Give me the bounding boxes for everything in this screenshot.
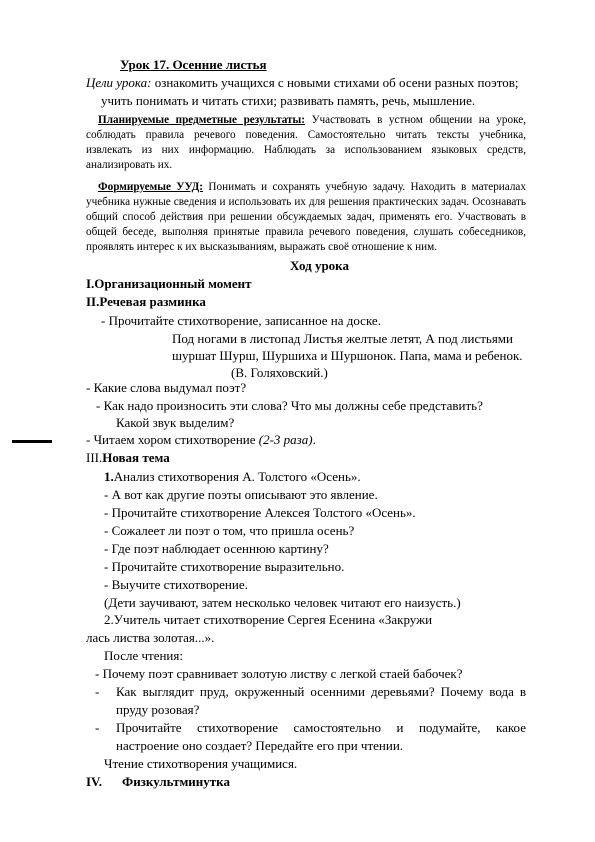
- section-physical-num: IV.: [86, 774, 103, 789]
- question-mood-line-1: Прочитайте стихотворение самостоятельно и подумайте, какое: [116, 720, 526, 735]
- bullet-other-poets: - А вот как другие поэты описывают это явление.: [104, 487, 378, 502]
- uud-line-4: общей беседе, выполняя принятые правила речевого поведения, слушать собеседников,: [86, 226, 526, 238]
- question-pronounce: - Как надо произносить эти слова? Что мы должны себе представить?: [96, 398, 483, 413]
- question-pond-line-1: Как выглядит пруд, окруженный осенними деревьями? Почему вода в: [116, 684, 526, 699]
- lesson-title: Урок 17. Осенние листья: [120, 57, 267, 72]
- after-reading: После чтения:: [104, 648, 183, 663]
- new-topic-item-1: [104, 469, 361, 485]
- poem-line-2: шуршат Шурш, Шуршиха и Шуршонок. Папа, мама и ребенок.: [172, 348, 523, 363]
- memorize-note: (Дети заучивают, затем несколько человек читают его наизусть.): [104, 595, 461, 610]
- planned-line-3: извлекать из них информацию. Наблюдать за использованием языковых средств,: [86, 144, 526, 156]
- section-new-topic-title: Новая тема: [102, 450, 170, 465]
- question-pond-dash: -: [95, 684, 100, 699]
- warmup-instruction: - Прочитайте стихотворение, записанное на доске.: [101, 313, 381, 328]
- goals-text-1: ознакомить учащихся с новыми стихами об осени разных поэтов;: [154, 75, 519, 90]
- question-pond-line-2: пруду розовая?: [116, 702, 200, 717]
- planned-line-1: [98, 113, 526, 127]
- section-speech-warmup: II.Речевая разминка: [86, 294, 206, 309]
- section-new-topic: [86, 450, 170, 466]
- chorus-times: (2-3 раза): [258, 432, 313, 447]
- question-mood-line-2: настроение оно создает? Передайте его при чтении.: [116, 738, 404, 753]
- uud-label: Формируемые УУД:: [98, 181, 204, 193]
- chorus-end: .: [312, 432, 316, 447]
- question-invented-words: - Какие слова выдумал поэт?: [86, 380, 247, 395]
- chorus-text: - Читаем хором стихотворение: [86, 432, 256, 447]
- bullet-read-expressive: - Прочитайте стихотворение выразительно.: [104, 559, 345, 574]
- item-2-line-1: 2.Учитель читает стихотворение Сергея Есенина «Закружи: [104, 612, 433, 627]
- bullet-read-tolstoy: - Прочитайте стихотворение Алексея Толстого «Осень».: [104, 505, 416, 520]
- bullet-poet-regret: - Сожалеет ли поэт о том, что пришла осень?: [104, 523, 355, 538]
- goals-line-1: [86, 75, 519, 91]
- question-butterflies: - Почему поэт сравнивает золотую листву с легкой стаей бабочек?: [95, 666, 463, 681]
- uud-text-1: Понимать и сохранять учебную задачу. Находить в материалах: [208, 181, 526, 193]
- uud-line-5: проявлять интерес к их высказываниям, выражать своё отношение к ним.: [86, 241, 438, 253]
- uud-line-1: [98, 180, 526, 194]
- poem-line-1: Под ногами в листопад Листья желтые летят, А под листьями: [172, 331, 513, 346]
- planned-text-1: Участвовать в устном общении на уроке,: [311, 114, 526, 126]
- item-1-text: Анализ стихотворения А. Толстого «Осень».: [113, 469, 361, 484]
- question-sound: Какой звук выделим?: [116, 415, 235, 430]
- uud-line-3: общий способ действия при решении обсуждаемых задач, применять его. Участвовать в: [86, 211, 526, 223]
- section-physical: [86, 774, 230, 790]
- item-1-number: 1.: [104, 469, 114, 484]
- section-physical-title: Физкультминутка: [122, 774, 230, 789]
- bullet-where-observe: - Где поэт наблюдает осеннюю картину?: [104, 541, 329, 556]
- course-heading: Ход урока: [290, 258, 349, 273]
- goals-line-2: учить понимать и читать стихи; развивать память, речь, мышление.: [101, 93, 476, 108]
- margin-rule: [12, 440, 52, 443]
- question-mood-dash: -: [95, 720, 100, 735]
- goals-label: Цели урока:: [86, 75, 152, 90]
- poem-author: (В. Голяховский.): [231, 365, 328, 380]
- students-reading: Чтение стихотворения учащимися.: [104, 756, 298, 771]
- chorus-reading: [86, 432, 316, 448]
- section-organizational: I.Организационный момент: [86, 276, 252, 291]
- item-2-line-2: лась листва золотая...».: [86, 630, 215, 645]
- uud-line-2: учебника нужные сведения и использовать их для решения практических задач. Осознавать: [86, 196, 526, 208]
- bullet-memorize: - Выучите стихотворение.: [104, 577, 248, 592]
- planned-line-4: анализировать их.: [86, 159, 173, 171]
- planned-line-2: соблюдать правила речевого поведения. Самостоятельно читать тексты учебника,: [86, 129, 526, 141]
- planned-label: Планируемые предметные результаты:: [98, 114, 305, 126]
- section-new-topic-num: III.: [86, 450, 103, 465]
